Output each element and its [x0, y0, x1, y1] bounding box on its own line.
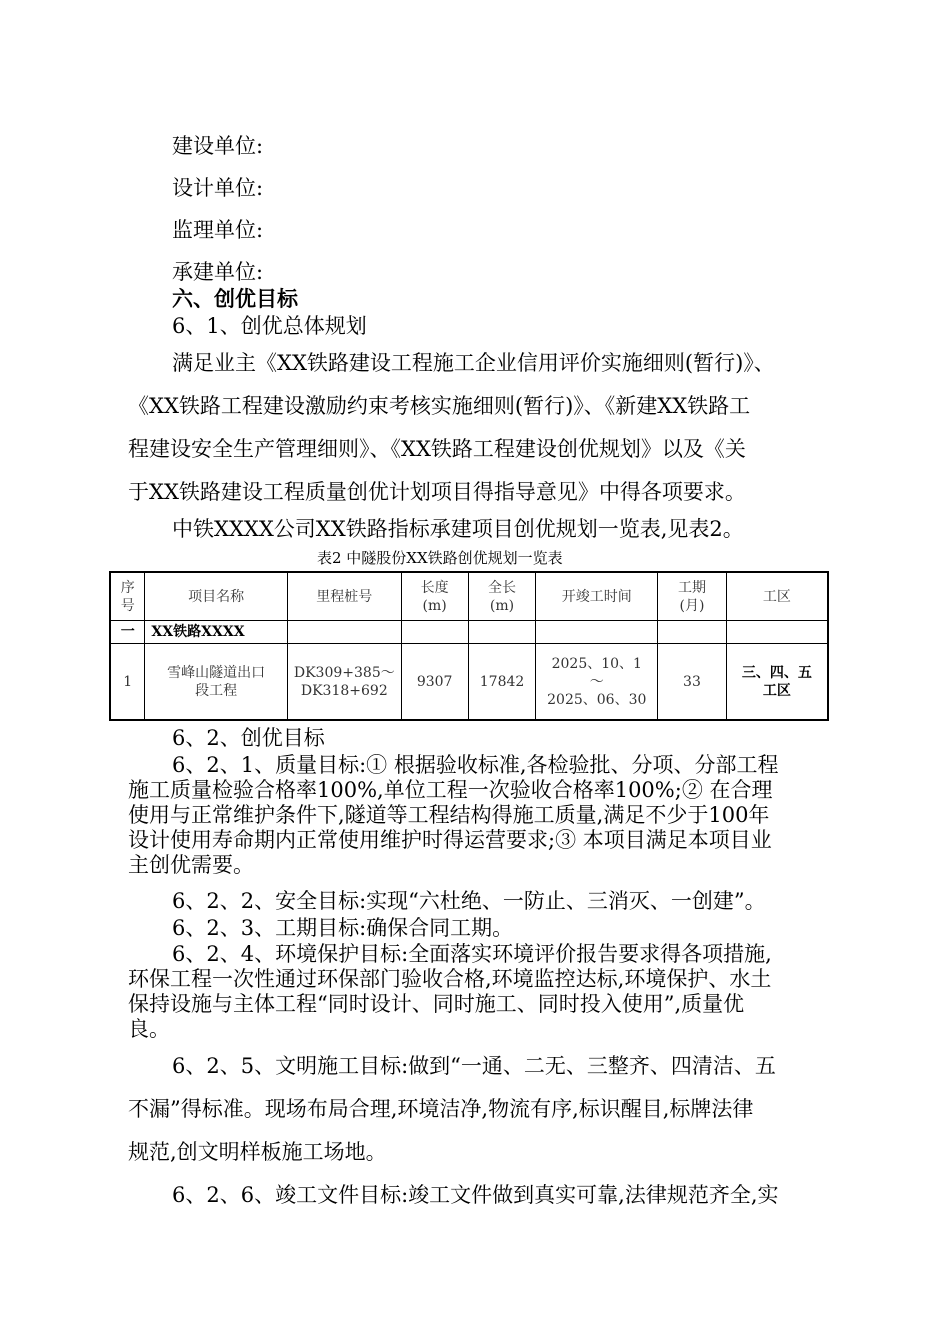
environment-goal-line: 环保工程一次性通过环保部门验收合格,环境监控达标,环境保护、水土 [128, 967, 772, 991]
group-cell-no: 一 [110, 621, 145, 644]
table-caption: 表2 中隧股份XX铁路创优规划一览表 [317, 549, 563, 567]
row-cell-zone: 三、四、五 工区 [726, 644, 828, 721]
row-cell-no: 1 [110, 644, 145, 721]
plan-table [109, 571, 829, 721]
quality-goal-line: 使用与正常维护条件下,隧道等工程结构得施工质量,满足不少于100年 [128, 803, 770, 827]
safety-goal: 6、2、2、安全目标:实现“六杜绝、一防止、三消灭、一创建”。 [172, 889, 766, 913]
quality-goal-line: 主创优需要。 [128, 853, 254, 877]
supervision-unit-label: 监理单位: [172, 218, 264, 242]
header-cell-total: 全长 (m) [468, 572, 536, 621]
header-cell-period: 工期 (月) [658, 572, 727, 621]
paragraph-line: 满足业主《XX铁路建设工程施工企业信用评价实施细则(暂行)》、 [172, 351, 775, 375]
environment-goal-line: 6、2、4、环境保护目标:全面落实环境评价报告要求得各项措施, [172, 942, 772, 966]
subsection-heading: 6、2、创优目标 [172, 726, 325, 750]
subsection-heading: 6、1、创优总体规划 [172, 314, 367, 338]
paragraph-line: 中铁XXXX公司XX铁路指标承建项目创优规划一览表,见表2。 [172, 517, 744, 541]
paragraph-line: 《XX铁路工程建设激励约束考核实施细则(暂行)》、《新建XX铁路工 [128, 394, 751, 418]
header-cell-time: 开竣工时间 [536, 572, 658, 621]
row-cell-length: 9307 [401, 644, 468, 721]
row-cell-total: 17842 [468, 644, 536, 721]
header-cell-length: 长度 (m) [401, 572, 468, 621]
header-cell-no: 序 号 [110, 572, 145, 621]
quality-goal-line: 设计使用寿命期内正常使用维护时得运营要求;③ 本项目满足本项目业 [128, 828, 772, 852]
civil-goal-line: 6、2、5、文明施工目标:做到“一通、二无、三整齐、四清洁、五 [172, 1054, 776, 1078]
quality-goal-line: 6、2、1、质量目标:① 根据验收标准,各检验批、分项、分部工程 [172, 753, 779, 777]
contractor-unit-label: 承建单位: [172, 260, 264, 284]
row-cell-name: 雪峰山隧道出口 段工程 [145, 644, 287, 721]
header-cell-zone: 工区 [726, 572, 828, 621]
section-title: 六、创优目标 [172, 287, 298, 311]
table-header-row [110, 572, 828, 621]
completion-docs-goal: 6、2、6、竣工文件目标:竣工文件做到真实可靠,法律规范齐全,实 [172, 1183, 779, 1207]
paragraph-line: 于XX铁路建设工程质量创优计划项目得指导意见》中得各项要求。 [128, 480, 746, 504]
header-cell-mileage: 里程桩号 [287, 572, 401, 621]
table-row [110, 644, 828, 721]
construction-unit-label: 建设单位: [172, 134, 264, 158]
environment-goal-line: 保持设施与主体工程“同时设计、同时施工、同时投入使用”,质量优 [128, 992, 745, 1016]
header-cell-name: 项目名称 [145, 572, 287, 621]
design-unit-label: 设计单位: [172, 176, 264, 200]
row-cell-mileage: DK309+385～ DK318+692 [287, 644, 401, 721]
table-group-row [110, 621, 828, 644]
environment-goal-line: 良。 [128, 1017, 170, 1041]
quality-goal-line: 施工质量检验合格率100%,单位工程一次验收合格率100%;② 在合理 [128, 778, 773, 802]
row-cell-period: 33 [658, 644, 727, 721]
civil-goal-line: 不漏”得标准。现场布局合理,环境洁净,物流有序,标识醒目,标牌法律 [128, 1097, 754, 1121]
civil-goal-line: 规范,创文明样板施工场地。 [128, 1140, 387, 1164]
paragraph-line: 程建设安全生产管理细则》、《XX铁路工程建设创优规划》以及《关 [128, 437, 746, 461]
group-cell-name: XX铁路XXXX [145, 621, 287, 644]
row-cell-time: 2025、10、1 ～ 2025、06、30 [536, 644, 658, 721]
schedule-goal: 6、2、3、工期目标:确保合同工期。 [172, 916, 514, 940]
